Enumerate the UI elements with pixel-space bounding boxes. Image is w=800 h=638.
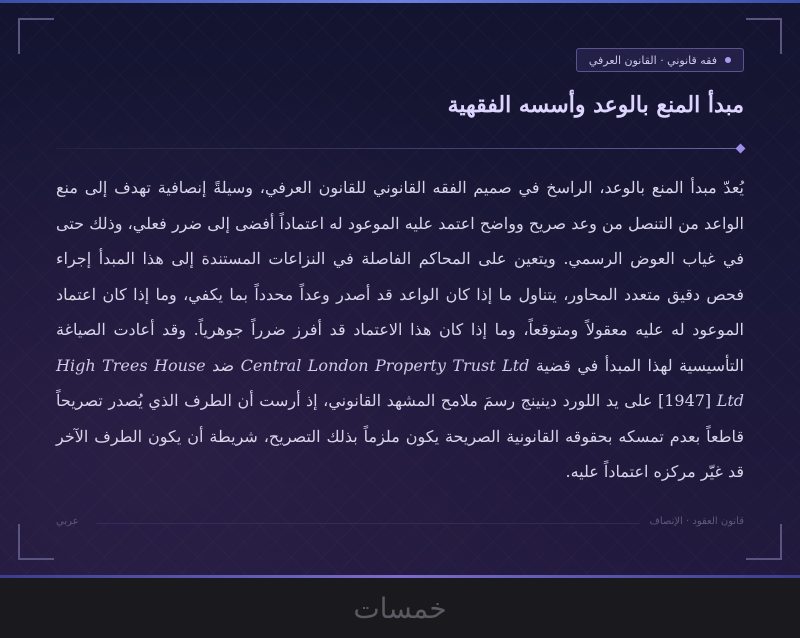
category-dot-icon xyxy=(725,57,731,63)
versus-word: ضد xyxy=(212,355,235,375)
title-divider xyxy=(56,148,738,149)
corner-bracket-bottom-right xyxy=(746,524,782,560)
body-part-1: يُعدّ مبدأ المنع بالوعد، الراسخ في صميم الفقه القانوني للقانون العرفي، وسيلةً إنصافية تهدف إلى منع الواعد من التنصل من وعد صريح وواضح اعتمد عليه الموعود له اعتماداً أفضى إلى ضرر فعلي، وذلك حتى في غياب العوض الرسمي. ويتعين على المحاكم الفاصلة في النزاعات المستندة إلى هذا المبدأ إجراء فحص دقيق متعدد المحاور، يتناول ما إذا كان الواعد قد أصدر وعداً محدداً بما يكفي، وما إذا كان اعتماد الموعود له عليه معقولاً ومتوقعاً، وما إذا كان هذا الاعتماد قد أفرز ضرراً جوهرياً. وقد أعادت الصياغة التأسيسية لهذا المبدأ في قضية xyxy=(56,178,745,375)
footer-tags: قانون العقود · الإنصاف xyxy=(649,516,744,527)
case-party-1: Central London Property Trust Ltd xyxy=(240,355,530,375)
top-accent-line xyxy=(0,0,800,3)
corner-bracket-top-right xyxy=(746,18,782,54)
corner-bracket-top-left xyxy=(18,18,54,54)
category-badge xyxy=(576,48,744,72)
case-party-2: High Trees House Ltd xyxy=(56,355,745,410)
category-label: فقه قانوني · القانون العرفي xyxy=(588,53,717,67)
body-part-2: على يد اللورد دينينج رسمَ ملامح المشهد القانوني، إذ أرست أن الطرف الذي يُصدر تصريحاً قاطعاً بعدم تمسكه بحقوقه القانونية الصريحة يكون ملزماً بذلك التصريح، شريطة أن يكون الطرف الآخر قد غيّر مركزه اعتماداً عليه. xyxy=(56,391,745,481)
footer-language: عربي xyxy=(56,516,79,527)
corner-bracket-bottom-left xyxy=(18,524,54,560)
case-year: [1947] xyxy=(657,391,712,410)
brand-bar xyxy=(0,578,800,638)
diamond-icon xyxy=(736,144,746,154)
article-title: مبدأ المنع بالوعد وأسسه الفقهية xyxy=(447,92,744,118)
article-body xyxy=(56,170,744,490)
brand-logo: خمسات xyxy=(353,591,447,625)
footer-divider xyxy=(96,523,640,524)
